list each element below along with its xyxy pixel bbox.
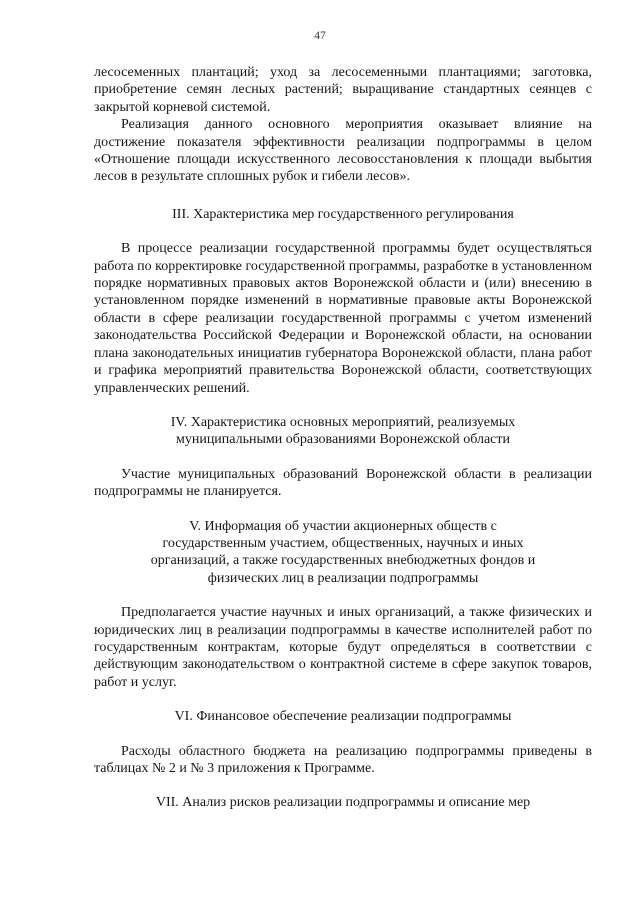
section-heading-5-line: государственным участием, общественных, научных и иных [162,535,524,551]
section-heading-6: VI. Финансовое обеспечение реализации подпрограммы [174,709,512,725]
section-heading-3: III. Характеристика мер государственного регулирования [172,206,514,222]
section-heading-4-line: муниципальными образованиями Воронежской области [175,432,511,448]
section-heading-5 [94,518,592,588]
section-heading-4-line: IV. Характеристика основных мероприятий, реализуемых [170,414,516,430]
page-number: 47 [314,30,326,42]
section-heading-5-line: V. Информация об участии акционерных обществ с [189,518,497,534]
paragraph-municipal: Участие муниципальных образований Воронежской области в реализации подпрограммы не планируется. [94,466,592,500]
document-body [94,64,592,812]
paragraph-regulation: В процессе реализации государственной программы будет осуществляться работа по корректировке государственной программы, разработке в установленном порядке нормативных правовых актов Воронежской области и (или) внесению в установленном порядке изменений в нормативные правовые акты Воронежской области в сфере реализации государственной программы с учетом изменений законодательства Российской Федерации и Воронежской области, на основании плана законодательных инициатив губернатора Воронежской области, плана работ и графика мероприятий правительства Воронежской области, соответствующих управленческих решений. [94,241,593,396]
paragraph-influence: Реализация данного основного мероприятия оказывает влияние на достижение показателя эффективности реализации подпрограммы в целом «Отношение площади искусственного лесовосстановления к площади выбытия лесов в результате сплошных рубок и гибели лесов». [94,117,592,185]
section-heading-5-line: организаций, а также государственных внебюджетных фондов и [150,553,536,569]
paragraph-participation: Предполагается участие научных и иных организаций, а также физических и юридических лиц в реализации подпрограммы в качестве исполнителей работ по государственным контрактам, которые будут определяться в соответствии с действующим законодательством о контрактной системе в сфере закупок товаров, работ и услуг. [94,605,592,690]
section-heading-5-line: физических лиц в реализации подпрограммы [207,570,479,586]
paragraph-financing: Расходы областного бюджета на реализацию подпрограммы приведены в таблицах № 2 и № 3 приложения к Программе. [94,743,592,776]
paragraph-continuation: лесосеменных плантаций; уход за лесосеменными плантациями; заготовка, приобретение семян лесных растений; выращивание стандартных сеянцев с закрытой корневой системой. [94,65,592,115]
section-heading-7: VII. Анализ рисков реализации подпрограммы и описание мер [155,795,531,811]
section-heading-4 [94,414,592,449]
